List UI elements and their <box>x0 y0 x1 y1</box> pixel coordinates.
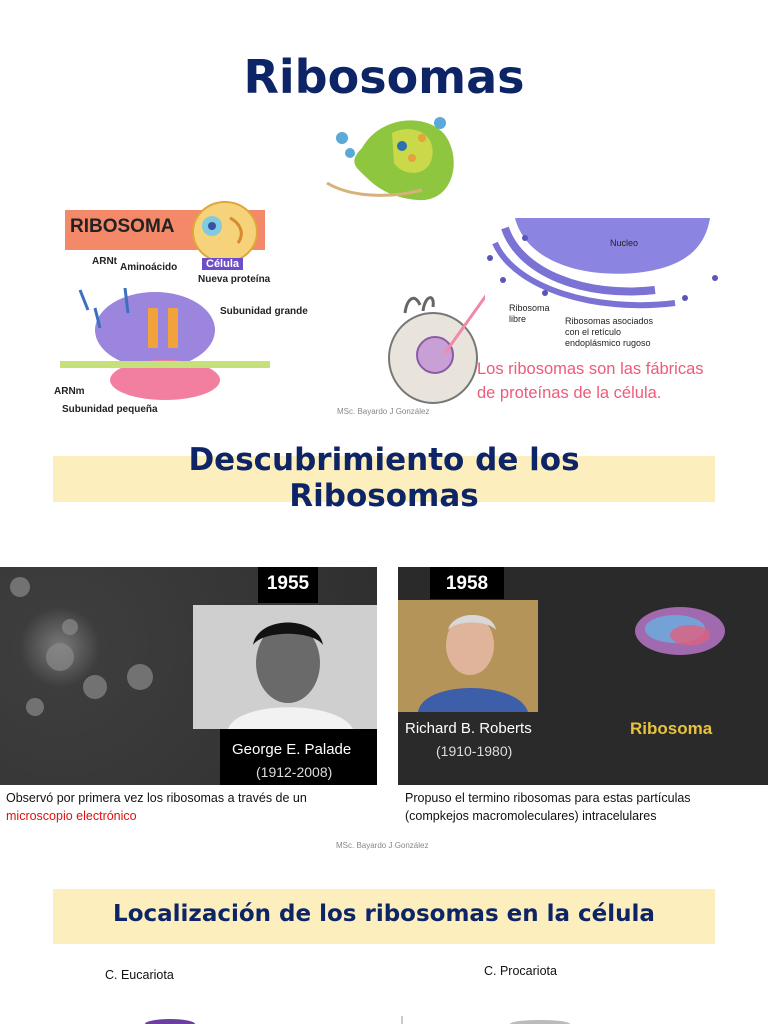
label-aminoacido: Aminoácido <box>120 262 178 273</box>
label-ribosoma-libre: Ribosoma libre <box>509 303 550 324</box>
er-illustration <box>485 218 725 313</box>
slide1-credit: MSc. Bayardo J González <box>337 407 430 416</box>
right-diagram-caption-line2: de proteínas de la célula. <box>477 384 662 402</box>
label-eucariota: C. Eucariota <box>105 968 174 982</box>
cell-illustrations-partial <box>140 1016 640 1024</box>
year-badge-1955: 1955 <box>258 567 318 603</box>
label-ribosomas-asociados: Ribosomas asociados con el retículo endoplásmico rugoso <box>565 316 654 348</box>
slide-title: Ribosomas <box>243 50 525 104</box>
caption-roberts-line2: (compkejos macromoleculares) intracelulares <box>405 809 657 823</box>
animal-cell-illustration <box>385 293 485 408</box>
portrait-silhouette <box>193 605 377 729</box>
year-badge-1958: 1958 <box>430 567 504 599</box>
roberts-name: Richard B. Roberts <box>405 720 532 737</box>
location-title: Localización de los ribosomas en la célula <box>113 901 655 927</box>
cell-icon <box>190 198 260 266</box>
ribosoma-heading: RIBOSOMA <box>70 216 175 237</box>
caption-palade-line1: Observó por primera vez los ribosomas a través de un <box>6 791 307 805</box>
label-procariota: C. Procariota <box>484 964 557 978</box>
slide2-credit: MSc. Bayardo J González <box>336 841 429 850</box>
label-subunidad-grande: Subunidad grande <box>220 306 308 317</box>
label-arnm: ARNm <box>54 386 85 397</box>
label-nueva-proteina: Nueva proteína <box>198 274 271 285</box>
caption-roberts <box>405 789 765 825</box>
cell-label: Célula <box>202 258 243 270</box>
discovery-title-line2: Ribosomas <box>289 478 479 514</box>
right-diagram-caption-line1: Los ribosomas son las fábricas <box>477 360 704 378</box>
portrait-silhouette-roberts <box>398 600 538 712</box>
cell-ribosome-diagram <box>385 218 735 418</box>
caption-palade <box>6 789 376 825</box>
discovery-title-line1: Descubrimiento de los <box>188 442 580 478</box>
label-arnt: ARNt <box>92 256 117 267</box>
palade-dates: (1912-2008) <box>256 764 333 780</box>
palade-name: George E. Palade <box>232 741 352 758</box>
roberts-photo-panel <box>398 567 768 785</box>
ribosoma-label: Ribosoma <box>630 719 713 738</box>
protein-synthesis-illustration <box>322 108 462 206</box>
label-nucleo: Nucleo <box>610 238 639 248</box>
ribosome-diagram <box>50 198 320 423</box>
roberts-portrait <box>398 600 538 712</box>
palade-photo-panel <box>0 567 377 785</box>
caption-palade-line2: microscopio electrónico <box>6 809 137 823</box>
label-subunidad-pequena: Subunidad pequeña <box>62 404 158 415</box>
micrograph-texture <box>0 567 200 785</box>
roberts-dates: (1910-1980) <box>436 743 513 759</box>
caption-roberts-line1: Propuso el termino ribosomas para estas partículas <box>405 791 691 805</box>
palade-portrait <box>193 605 377 729</box>
ribosome-model-icon <box>630 599 730 664</box>
